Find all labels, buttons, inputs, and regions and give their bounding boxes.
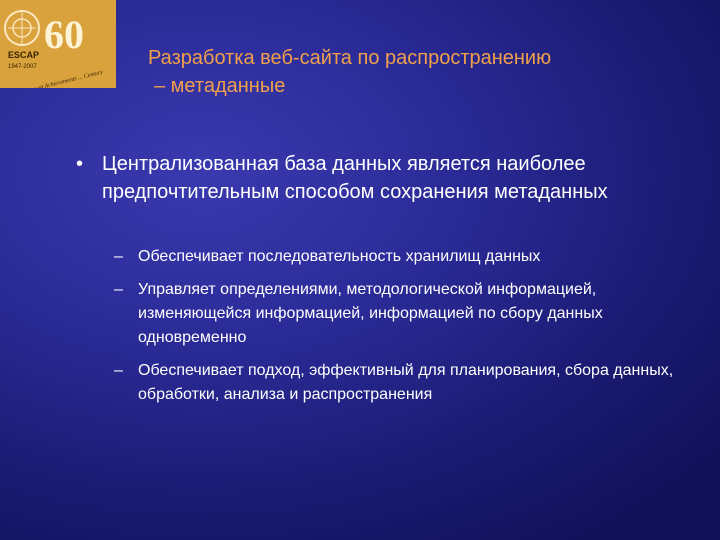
sub-bullet-1	[114, 245, 694, 269]
sub-bullet-text: Обеспечивает последовательность хранилищ данных	[138, 248, 541, 265]
escap-logo	[0, 0, 116, 88]
slide-title-line-2: – метаданные	[154, 75, 286, 97]
slide-title-line-1: Разработка веб-сайта по распространению	[148, 47, 552, 69]
sub-bullet-text: Управляет определениями, методологической информацией, изменяющейся информацией, информацией по сбору данных одновременно	[138, 281, 603, 346]
slide-title	[148, 44, 688, 100]
sub-bullet-marker: –	[114, 281, 123, 298]
svg-text:ESCAP: ESCAP	[8, 50, 40, 60]
sub-bullet-marker: –	[114, 362, 123, 379]
sub-bullet-marker: –	[114, 248, 123, 265]
main-bullet-text: Централизованная база данных является наиболее предпочтительным способом сохранения метаданных	[102, 153, 608, 203]
sub-bullet-3	[114, 359, 694, 407]
sub-bullet-text: Обеспечивает подход, эффективный для планирования, сбора данных, обработки, анализа и распространения	[138, 362, 674, 403]
svg-text:60: 60	[44, 12, 84, 57]
sub-bullet-2	[114, 278, 694, 350]
bullet-marker: •	[76, 153, 84, 175]
escap-60-logo-icon	[0, 0, 116, 88]
main-bullet	[76, 150, 676, 206]
svg-text:1947-2007: 1947-2007	[8, 64, 37, 70]
